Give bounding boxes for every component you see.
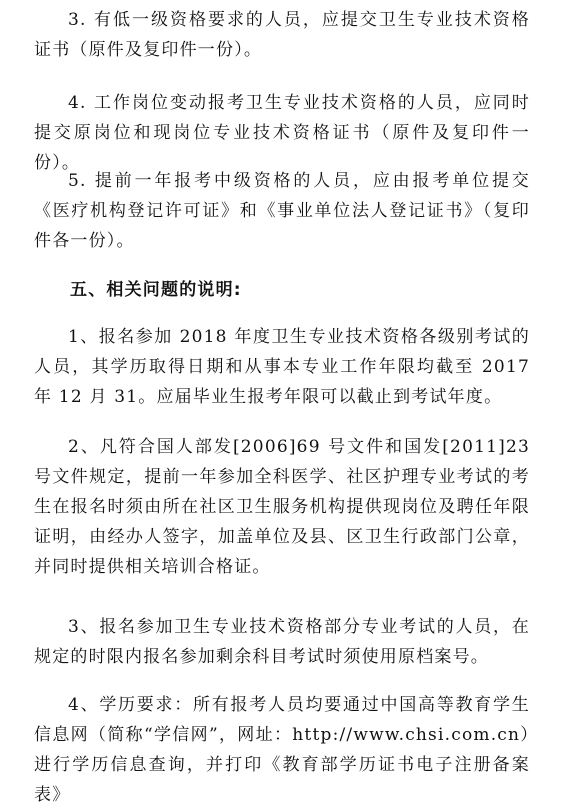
- note-2: 2、凡符合国人部发[2006]69 号文件和国发[2011]23 号文件规定，提前一年参加全科医学、社区护理专业考试的考生在报名时须由所在社区卫生服务机构提供现岗位及聘任年限证明，由经办人签字，加盖单位及县、区卫生行政部门公章，并同时提供相关培训合格证。: [34, 437, 530, 577]
- note-3: 3、报名参加卫生专业技术资格部分专业考试的人员，在规定的时限内报名参加剩余科目考试时须使用原档案号。: [34, 617, 530, 667]
- note-1: 1、报名参加 2018 年度卫生专业技术资格各级别考试的人员，其学历取得日期和从事本专业工作年限均截至 2017 年 12 月 31。应届毕业生报考年限可以截止到考试年度。: [34, 327, 530, 407]
- note-4: 4、学历要求：所有报考人员均要通过中国高等教育学生信息网（简称“学信网”，网址：http://www.chsi.com.cn）进行学历信息查询，并打印《教育部学历证书电子注册备案表》: [34, 695, 530, 805]
- paragraph-requirement-5: 5. 提前一年报考中级资格的人员，应由报考单位提交《医疗机构登记许可证》和《事业单位法人登记证书》（复印件各一份）。: [34, 171, 530, 251]
- section-heading: 五、相关问题的说明:: [70, 280, 242, 300]
- paragraph-requirement-3: 3. 有低一级资格要求的人员，应提交卫生专业技术资格证书（原件及复印件一份）。: [34, 10, 530, 60]
- paragraph-requirement-4: 4. 工作岗位变动报考卫生专业技术资格的人员，应同时提交原岗位和现岗位专业技术资格证书（原件及复印件一份）。: [34, 93, 530, 173]
